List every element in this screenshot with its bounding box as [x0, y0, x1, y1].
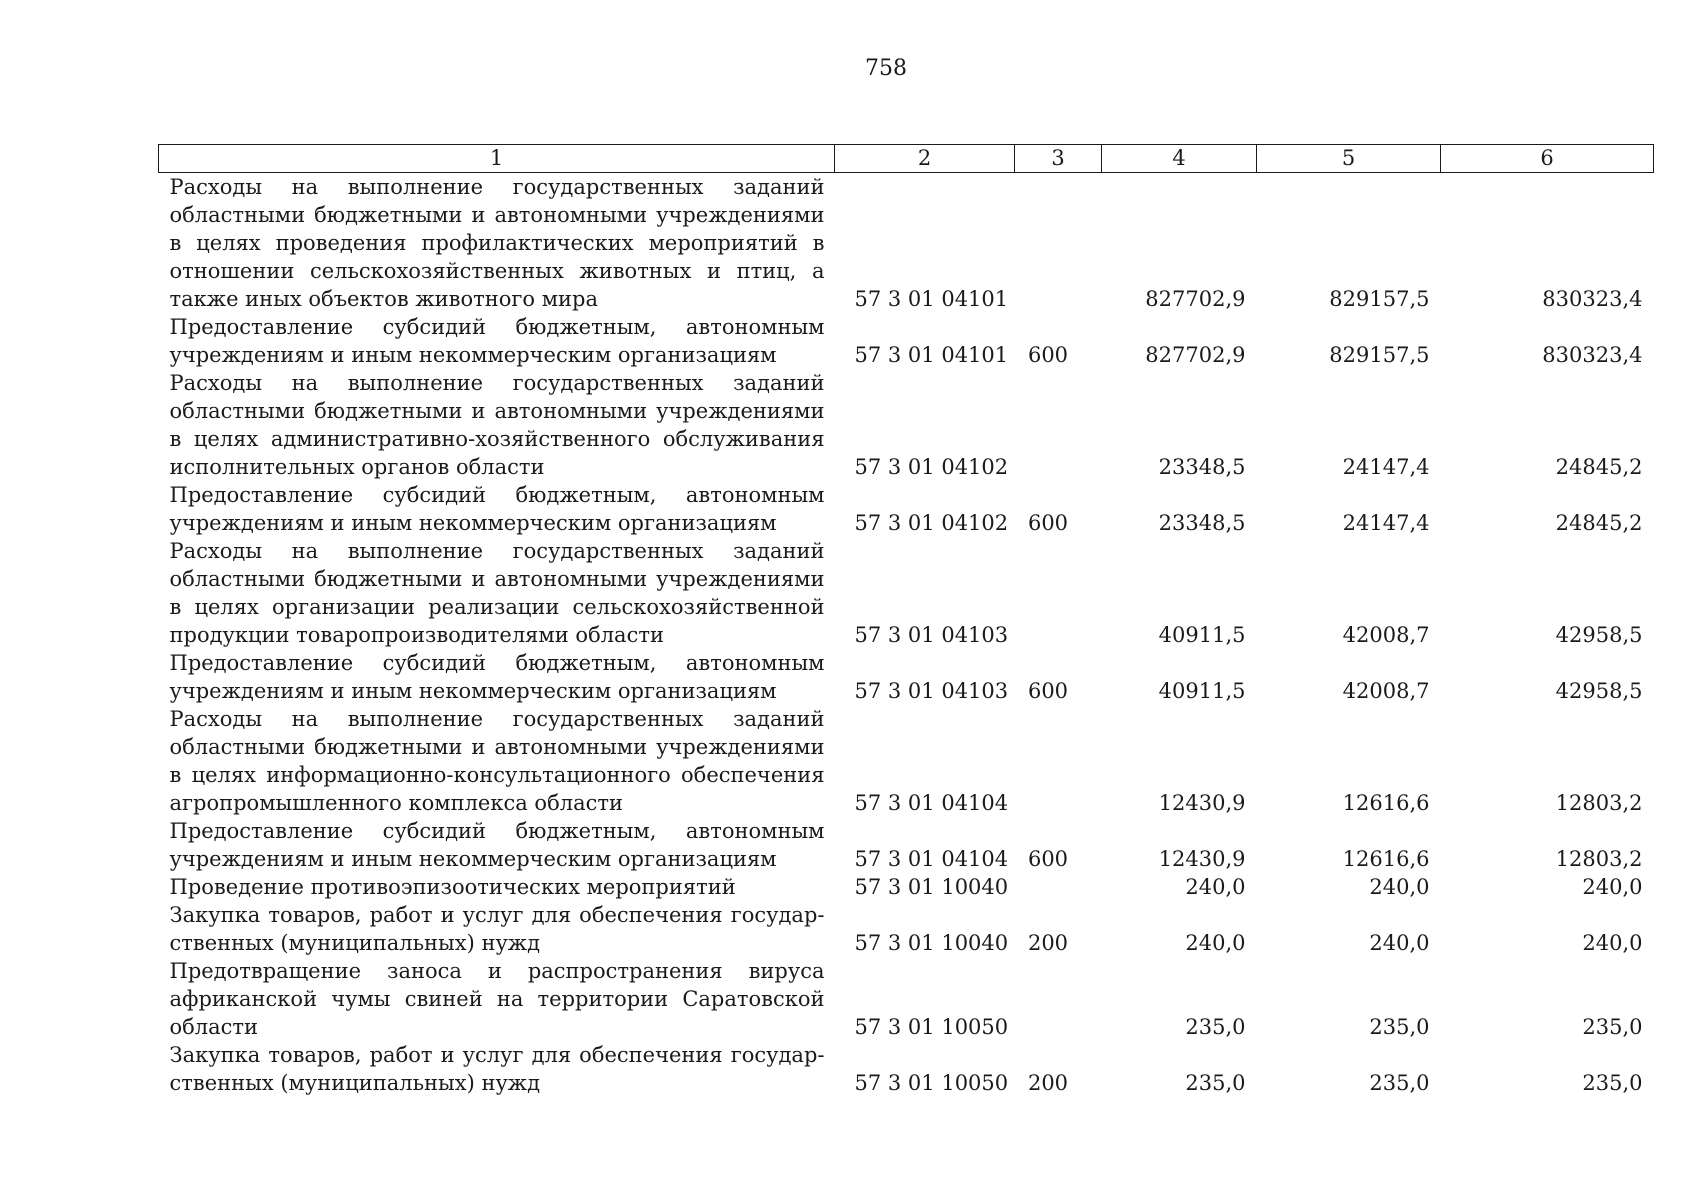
row-value-4: 827702,9 — [1145, 287, 1246, 311]
row-value-6: 24845,2 — [1555, 455, 1643, 479]
row-value-5: 12616,6 — [1342, 791, 1430, 815]
row-value-6: 12803,2 — [1555, 791, 1643, 815]
row-value-5: 42008,7 — [1342, 679, 1430, 703]
row-name: Закупка товаров, работ и услуг для обеспечения государственных (муниципальных) нужд — [169, 903, 825, 955]
row-value-5: 235,0 — [1369, 1071, 1430, 1095]
table-row — [159, 537, 1654, 649]
row-code: 57 3 01 10050 — [854, 1071, 1009, 1095]
table-row — [159, 369, 1654, 481]
row-name: Расходы на выполнение государственных заданий областными бюджетными и автономными учреждениями в целях организации реализации сельскохозяйственной продукции товаропроизводителями области — [169, 539, 825, 647]
table-row — [159, 957, 1654, 1041]
column-header-5: 5 — [1257, 145, 1441, 173]
row-name: Предотвращение заноса и распространения вируса африканской чумы свиней на территории Саратовской области — [169, 959, 825, 1039]
row-name: Проведение противоэпизоотических мероприятий — [169, 875, 736, 899]
row-value-6: 240,0 — [1582, 931, 1643, 955]
row-type — [1015, 957, 1102, 1041]
row-value-6: 42958,5 — [1555, 679, 1643, 703]
row-value-6: 42958,5 — [1555, 623, 1643, 647]
row-value-5: 24147,4 — [1342, 455, 1430, 479]
table-row — [159, 173, 1654, 314]
row-value-4: 235,0 — [1185, 1071, 1246, 1095]
row-value-4: 240,0 — [1185, 875, 1246, 899]
row-type — [1015, 369, 1102, 481]
row-name: Предоставление субсидий бюджетным, автономным учреждениям и иным некоммерческим организациям — [169, 819, 825, 871]
row-value-6: 240,0 — [1582, 875, 1643, 899]
row-type: 600 — [1027, 343, 1069, 367]
row-value-4: 40911,5 — [1158, 623, 1246, 647]
row-name: Предоставление субсидий бюджетным, автономным учреждениям и иным некоммерческим организациям — [169, 315, 825, 367]
row-value-6: 235,0 — [1582, 1015, 1643, 1039]
row-code: 57 3 01 04103 — [854, 623, 1009, 647]
row-type — [1015, 705, 1102, 817]
row-code: 57 3 01 10040 — [854, 875, 1009, 899]
row-name: Закупка товаров, работ и услуг для обеспечения государственных (муниципальных) нужд — [169, 1043, 825, 1095]
row-name: Предоставление субсидий бюджетным, автономным учреждениям и иным некоммерческим организациям — [169, 651, 825, 703]
table-row — [159, 1041, 1654, 1097]
column-header-3: 3 — [1015, 145, 1102, 173]
row-value-6: 235,0 — [1582, 1071, 1643, 1095]
table-header — [159, 145, 1654, 173]
table-row — [159, 817, 1654, 873]
row-value-4: 23348,5 — [1158, 455, 1246, 479]
row-value-5: 829157,5 — [1329, 287, 1430, 311]
row-code: 57 3 01 04103 — [854, 679, 1009, 703]
row-value-5: 240,0 — [1369, 931, 1430, 955]
row-type: 200 — [1027, 1071, 1069, 1095]
row-value-4: 40911,5 — [1158, 679, 1246, 703]
row-code: 57 3 01 04101 — [854, 287, 1009, 311]
row-code: 57 3 01 10040 — [854, 931, 1009, 955]
row-code: 57 3 01 04102 — [854, 455, 1009, 479]
column-header-6: 6 — [1441, 145, 1654, 173]
row-value-4: 827702,9 — [1145, 343, 1246, 367]
row-type — [1015, 537, 1102, 649]
table-row — [159, 705, 1654, 817]
row-name: Расходы на выполнение государственных заданий областными бюджетными и автономными учреждениями в целях информационно-консультационного обеспечения агропромышленного комплекса области — [169, 707, 825, 815]
row-value-5: 24147,4 — [1342, 511, 1430, 535]
table-body — [159, 173, 1654, 1098]
row-name: Расходы на выполнение государственных заданий областными бюджетными и автономными учреждениями в целях проведения профилактических мероприятий в отношении сельскохозяйственных животных и птиц, а также иных объектов животного мира — [169, 175, 825, 311]
table-row — [159, 649, 1654, 705]
column-header-2: 2 — [835, 145, 1015, 173]
row-type — [1015, 873, 1102, 901]
row-code: 57 3 01 04102 — [854, 511, 1009, 535]
column-header-1: 1 — [159, 145, 835, 173]
table-row — [159, 873, 1654, 901]
row-code: 57 3 01 10050 — [854, 1015, 1009, 1039]
row-value-4: 240,0 — [1185, 931, 1246, 955]
row-type: 600 — [1027, 847, 1069, 871]
row-value-6: 830323,4 — [1542, 287, 1643, 311]
row-value-4: 23348,5 — [1158, 511, 1246, 535]
table-row — [159, 313, 1654, 369]
row-type: 600 — [1027, 679, 1069, 703]
row-name: Расходы на выполнение государственных заданий областными бюджетными и автономными учреждениями в целях административно-хозяйственного обслуживания исполнительных органов области — [169, 371, 825, 479]
row-value-4: 12430,9 — [1158, 791, 1246, 815]
row-value-4: 12430,9 — [1158, 847, 1246, 871]
row-value-5: 829157,5 — [1329, 343, 1430, 367]
row-type — [1015, 173, 1102, 314]
page-number: 758 — [865, 56, 907, 81]
row-code: 57 3 01 04101 — [854, 343, 1009, 367]
row-type: 600 — [1027, 511, 1069, 535]
row-value-5: 12616,6 — [1342, 847, 1430, 871]
row-value-6: 12803,2 — [1555, 847, 1643, 871]
row-value-6: 830323,4 — [1542, 343, 1643, 367]
row-type: 200 — [1027, 931, 1069, 955]
row-name: Предоставление субсидий бюджетным, автономным учреждениям и иным некоммерческим организациям — [169, 483, 825, 535]
row-value-5: 235,0 — [1369, 1015, 1430, 1039]
row-code: 57 3 01 04104 — [854, 847, 1009, 871]
row-value-4: 235,0 — [1185, 1015, 1246, 1039]
column-header-4: 4 — [1102, 145, 1257, 173]
row-code: 57 3 01 04104 — [854, 791, 1009, 815]
table-row — [159, 481, 1654, 537]
budget-table — [158, 144, 1654, 1097]
table-row — [159, 901, 1654, 957]
row-value-5: 240,0 — [1369, 875, 1430, 899]
header-row — [159, 145, 1654, 173]
row-value-6: 24845,2 — [1555, 511, 1643, 535]
row-value-5: 42008,7 — [1342, 623, 1430, 647]
